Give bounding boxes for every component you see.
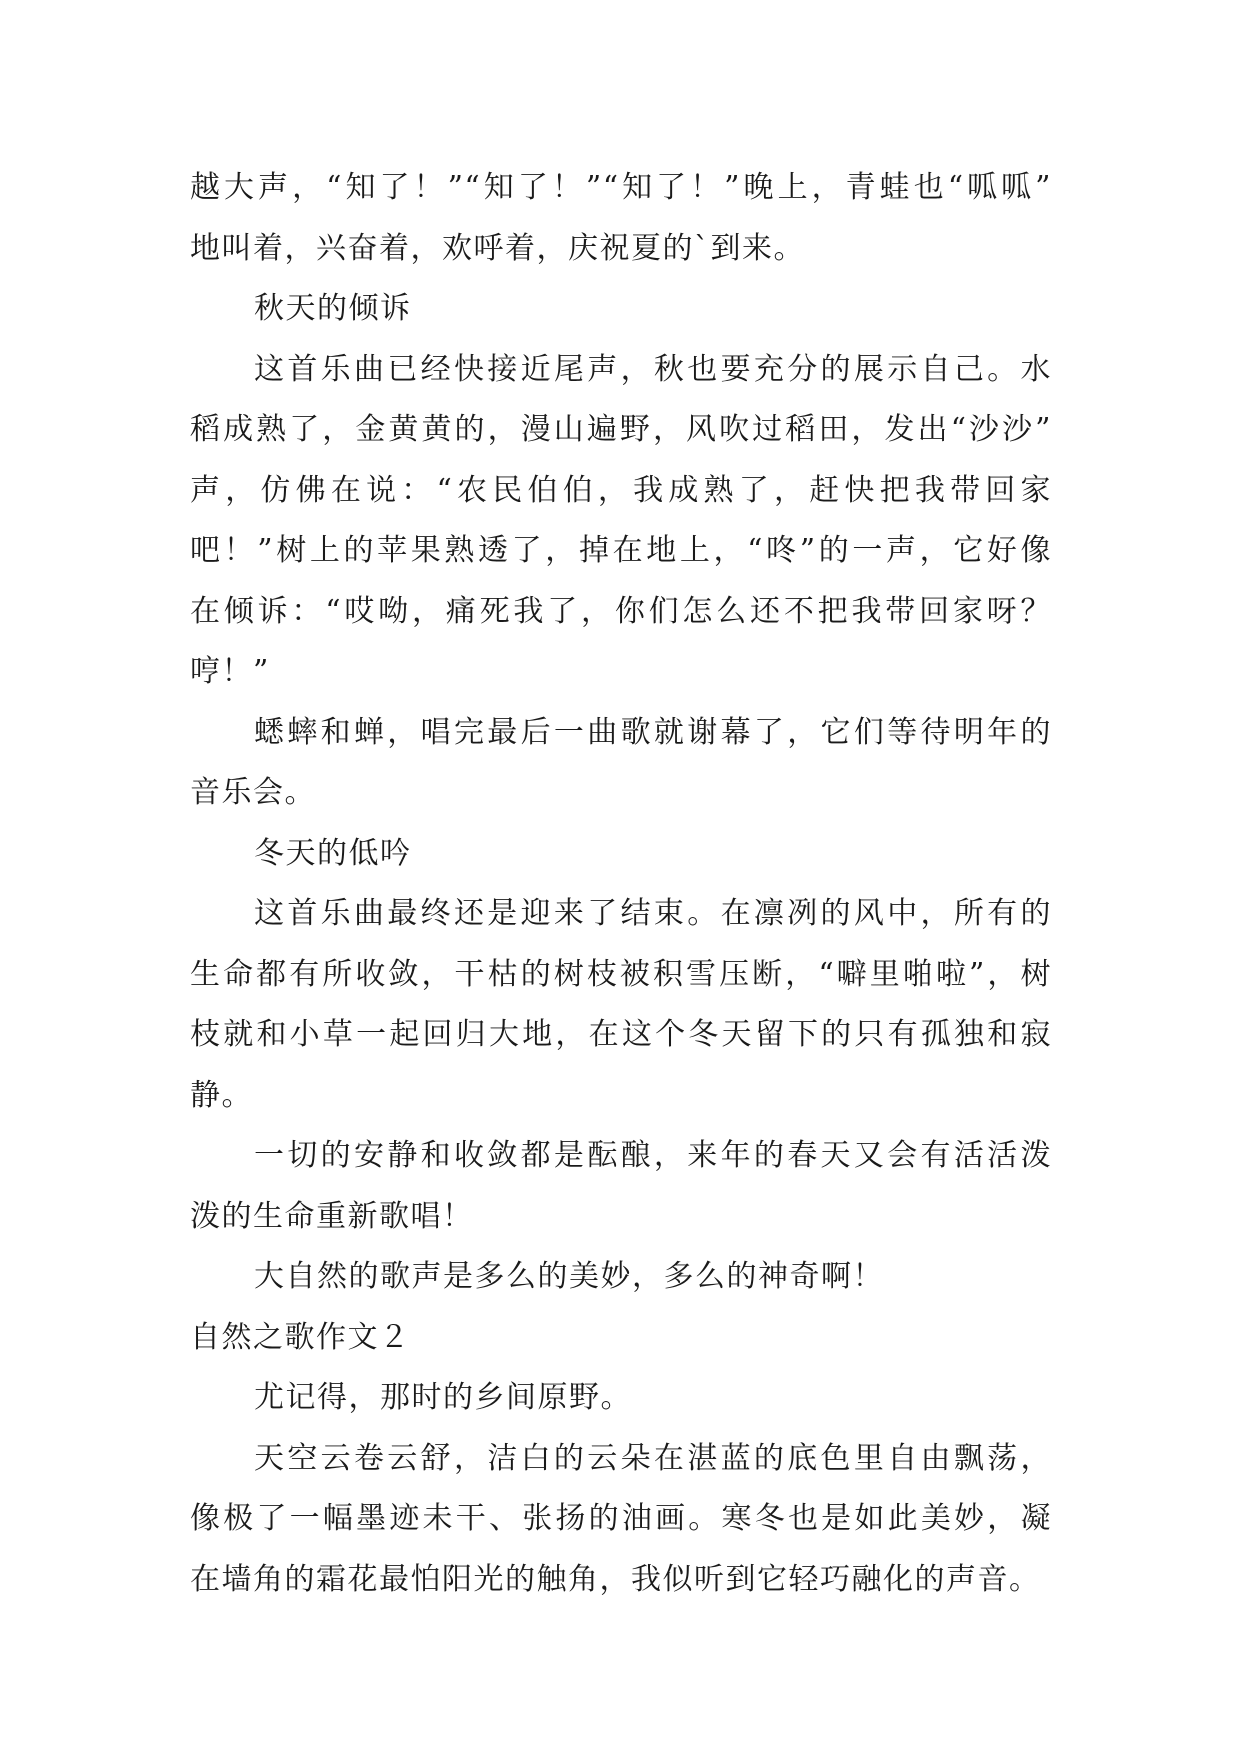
text-line: 这首乐曲最终还是迎来了结束。在凛冽的风中，所有的 [254, 896, 1052, 931]
document-body [190, 158, 1052, 1610]
text-line: 这首乐曲已经快接近尾声，秋也要充分的展示自己。水 [254, 351, 1052, 387]
text-line: 大自然的歌声是多么的美妙，多么的神奇啊！ [254, 1259, 884, 1294]
subheading-winter: 冬天的低吟 [254, 835, 412, 871]
text-line: 像极了一幅墨迹未干、张扬的油画。寒冬也是如此美妙，凝 [190, 1501, 1052, 1536]
text-line: 生命都有所收敛，干枯的树枝被积雪压断，“噼里啪啦”，树 [190, 956, 1052, 992]
text-line: 枝就和小草一起回归大地，在这个冬天留下的只有孤独和寂 [190, 1017, 1052, 1052]
paragraph-memory [190, 1368, 1052, 1429]
paragraph-quiet [190, 1126, 1052, 1247]
paragraph-crickets [190, 703, 1052, 824]
text-line: 哼！” [190, 654, 270, 689]
text-line: 在倾诉：“哎呦，痛死我了，你们怎么还不把我带回家呀？ [190, 593, 1052, 629]
text-line: 在墙角的霜花最怕阳光的触角，我似听到它轻巧融化的声音。 [190, 1561, 1041, 1597]
paragraph-summer-end [190, 158, 1052, 279]
text-line: 地叫着，兴奋着，欢呼着，庆祝夏的`到来。 [190, 230, 805, 266]
text-line: 泼的生命重新歌唱！ [190, 1198, 474, 1234]
paragraph-nature [190, 1247, 1052, 1308]
text-line: 天空云卷云舒，洁白的云朵在湛蓝的底色里自由飘荡， [254, 1440, 1052, 1476]
paragraph-winter [190, 884, 1052, 1126]
text-line: 声，仿佛在说：“农民伯伯，我成熟了，赶快把我带回家 [190, 472, 1052, 508]
text-line: 尤记得，那时的乡间原野。 [254, 1380, 632, 1415]
text-line: 静。 [190, 1077, 253, 1113]
text-line: 稻成熟了，金黄黄的，漫山遍野，风吹过稻田，发出“沙沙” [190, 412, 1052, 447]
text-line: 越大声，“知了！”“知了！”“知了！”晚上，青蛙也“呱呱” [190, 170, 1052, 205]
subheading-autumn: 秋天的倾诉 [254, 291, 412, 326]
text-line: 蟋蟀和蝉，唱完最后一曲歌就谢幕了，它们等待明年的 [254, 714, 1052, 750]
essay-title: 自然之歌作文２ [190, 1319, 411, 1355]
paragraph-autumn [190, 340, 1052, 703]
text-line: 音乐会。 [190, 775, 316, 810]
text-line: 一切的安静和收敛都是酝酿，来年的春天又会有活活泼 [254, 1138, 1052, 1173]
text-line: 吧！”树上的苹果熟透了，掉在地上，“咚”的一声，它好像 [190, 533, 1052, 568]
paragraph-sky [190, 1429, 1052, 1611]
